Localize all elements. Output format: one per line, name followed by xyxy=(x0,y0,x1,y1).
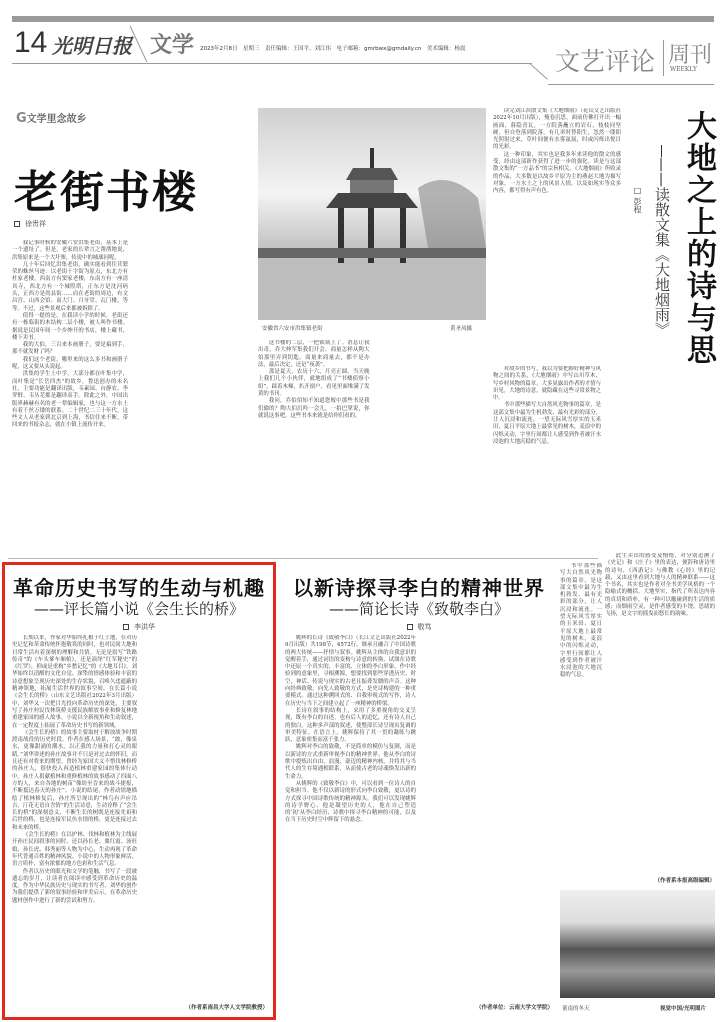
paragraph: 长诗在叙事的结构上，采用了多重视角的交叉呈现，既有李白的自述，也有后人的追忆，还有诗人自己的独白。这种多声部的叙述，使整部长诗呈现出复调的审美特征。在语言上，姚辉保持了其一贯的凝练与跳跃，意象密集而富于张力。 xyxy=(285,707,416,744)
paragraph: 几十年后回忆洪集老街，确实能看到往昔繁荣的蛛丝马迹：以老街十字街为原点，东北方有杜家老楼，西南方有窦家老楼，东南方有一座清真寺，西北方有一个城隍塔，正东方是沈河码头，正西方是尚县街……而在老街的周边，有文昌宫、山西会馆、南大门、月牙堂、瓦门楼，等等。不过，这些景观后来都被拆除了。 xyxy=(12,261,128,312)
article-title: 老街书楼 xyxy=(14,167,198,218)
byline-box-icon xyxy=(407,624,413,630)
column-g-icon: G xyxy=(16,111,27,126)
bridge-body xyxy=(12,635,268,999)
section-divider xyxy=(8,558,598,559)
column-tag: G文学里念故乡 xyxy=(16,111,87,126)
review-subtitle: ——读散文集《大地烟雨》 xyxy=(653,157,671,337)
review-author-note: （作者系本报高级编辑） xyxy=(654,878,715,884)
paragraph: 我问，乔伯伯知不知道您嫁中那些书是我们偷的？陶大伯沉吟一会儿，一拍巴掌说，你就说这事吧，这些书本来就是给你们看的。 xyxy=(258,398,370,419)
review-body-side xyxy=(560,563,602,883)
header-rule-slant xyxy=(529,63,548,80)
winter-credit: 视觉中国/光明图片 xyxy=(660,1006,707,1012)
photo-credit: 黄圣凤摄 xyxy=(450,326,473,332)
pavilion-illustration xyxy=(258,108,486,320)
libai-author-note: （作者单位：云南大学文学院） xyxy=(475,1005,553,1011)
paragraph: 这书楼的二层，一把锁锁上了。消息让我出奇，乔大伸军集我们开会，商量怎样从陶大伯那里弄到钥匙。商量来商量去，都不是办法，最后决定，还是“夜袭”。 xyxy=(258,340,370,368)
paragraph: 从姚辉的《致敬李白》中，可以看到一位诗人的自觉和担当。他不仅以新诗的形式向李白致敬，更以诗的方式探寻中国诗歌传统的精神源头。我们可以发现姚辉的诗学野心，他是凝望历史的人，他在自己塑造的‘初’从李白经历、诗歌中探寻李白精神的可能，以及在当下历史时空中辉留下的悬念。 xyxy=(285,780,416,824)
paragraph: 书中那些描写大自然风光物事的篇章，是这部文集中最为生机勃发、最有光彩的部分，让人沉浸和流连。一望无际风雪厚实的玉米田，夏日平原大地上最常见的树木，麦浪中的闪烁灵动，字里行间都让人感受到作者被汗水浸泡的大地沉稳的气息。 xyxy=(560,563,602,679)
paragraph: 长期以来，作家对华始终扎根于红土地，在对历史记忆和革命传统怀抱敬畏的同时，也对民间大地和日常生活有着深刻的理解和共情。无论是叙写“铁路传奇”的《车头爹车厢娘》，还是演绎“红军秘史”的《红罗》，抑或是重构“乡愁记忆”的《大地耳目》，刘华始终以清醒的文化自觉、深挚的情感体验和丰富的诗意想象呈现历史深处的生存状貌，召唤久违遮蔽的精神领地，拓展生活世界的叙事空间。在长篇小说《会生长的桥》（山东文艺出版社2022年3月出版）中，刘华又一次把目光投向革命历史的深处，主要叙写了孙庄村民伐林筑桥支援民族解放事业和修复林地重建家园的感人故事。小说以全新视角和生动叙述，在一定程度上拓展了革命历史书写的新领域。 xyxy=(12,635,137,729)
review-body-end xyxy=(605,553,715,875)
article-body-continued xyxy=(258,340,487,555)
bridge-byline: 李洪华 xyxy=(6,622,272,632)
review-body xyxy=(493,108,621,348)
winter-caption: 董南的冬天 xyxy=(562,1006,590,1012)
header-rule xyxy=(12,63,532,64)
byline-box-icon xyxy=(123,624,129,630)
byline-box-icon xyxy=(14,221,20,227)
review-body-continued xyxy=(493,366,715,550)
top-rule xyxy=(12,16,714,22)
header-divider xyxy=(130,26,148,63)
article-body xyxy=(12,240,250,555)
byline-box-icon: □ xyxy=(633,186,642,195)
paragraph: 洪集的学生上中学，大部分都在叶集中学，而叶集是“长岳四杰”的故乡，鲁迅创办的未名社，主要功能是翻译出版，韦素园、台静农、李霁野、韦丛芜都是翻译高手。除此之外，中国出版界赫赫有名的老一辈编辑家，也与这一方水土有着千丝万缕的联系。二十世纪二三十年代，这些文人从老家到北京到上海，书信往来不断，带回来的书报杂志，就在小镇上流传开来。 xyxy=(12,371,128,429)
weekly-label-en: WEEKLY xyxy=(670,66,697,73)
paragraph: 对故乡的书写，我以为要把握好精神与风物之间的关系，《大地烟雨》中写山川草木、写乡村风物的篇章，大多显露出作者的才情与识见。大地的诗意，就隐藏在这些寻常景物之中。 xyxy=(493,366,601,402)
header-rule-right xyxy=(548,84,714,85)
title-dash xyxy=(661,145,662,157)
paragraph: 《会生长的桥》的故事主要取材于解放战争时期渡南战役的历史时段。作者在感人场景，“敢，像泉水，更像甜涌的潮水，以正我的力量和打心灵的眼睛。”刘华讲述的孙庄故事并不只是对过去的怀旧，而且还有对将来的期望。曾经为家国大义不惜伐林修桥的孙庄人，很快投入再造植林重建家园的集体行动中。孙庄人捐献植林和重修植林的故事感动了四面八方的人，来自各地的树苗“像纷至沓来的战斗捷报，不断抵达春天的孙庄”。小说的结尾，作者动情地描绘了植林修复后，孙庄所呈现出的“林鸟有声应吊吉，汀花无语自含情”的生活诗意，生动诠释了“会生长的桥”的深刻意义，不断生长的树既是连接先祖和后世的桥，也是连接军民鱼水情的桥，更是连接过去和未来的桥。 xyxy=(12,729,137,831)
libai-byline: 敬笃 xyxy=(282,622,556,632)
page-number: 14 xyxy=(14,26,48,59)
paragraph: 《会生长的桥》在以护林、伐林和植林为主线展开孙庄民间叙事的同时，还以孙长老、粟红霞、汤旺娘、孙长虎、韩秀丽等人物为中心，生动再现了革命年代普通百姓的精神风貌。小说中的人物形象鲜活，语言质朴，富有浓郁的地方色彩和生活气息。 xyxy=(12,832,137,868)
review-byline: □ 彭程 xyxy=(633,186,642,214)
paragraph: 我记事时候的安徽六安洪集老街，基本上是一个遗址了。但是，老家的长辈言之凿凿地说，洪集原来是一个大圩寨，传说中的城廓同呢。 xyxy=(12,240,128,261)
bridge-title: 革命历史书写的生动与机趣 xyxy=(13,576,265,600)
photo-old-street xyxy=(258,108,486,320)
weekly-brand: 文艺评论 xyxy=(555,47,656,76)
paragraph: 姚辉的长诗《致敬李白》（长江文艺出版社2022年9月出版）共198节，4572行，继承且融合了中国诗歌的两大传统——抒情与叙事。姚辉从主体的自我意识的觉醒着手，通过词语的变构与诗意的转换，试图在诗歌中还原一个真实的、丰富的、立体的李白形象。作中经验到的意象里，寻根溯源，想要找到那些穿透历史、时空、神话、传说与现实的古老且振聋发聩的声音。这种向经典致敬、向先人致敬的方式，是史诗构建的一种重要模式。通过这种溯回式的、自我审视式的写作，诗人在历史与当下之间建立起了一座精神的桥梁。 xyxy=(285,635,416,707)
article-byline: 徐贵祥 xyxy=(14,219,46,229)
brand-divider xyxy=(663,40,664,76)
photo-winter xyxy=(560,890,715,998)
paragraph: 我的大伯，三百来本画册子，要是搞到手，那不就发财了吗？ xyxy=(12,342,128,356)
header-meta: 2023年2月8日 星期三 责任编辑：王国平、刘江伟 电子邮箱：gmrbwx@gmdaily.cn 美术编辑：杨震 xyxy=(200,46,466,52)
libai-body xyxy=(285,635,553,999)
weekly-label: 周刊 xyxy=(668,43,713,68)
bridge-author-note: （作者系南昌大学人文学院教授） xyxy=(185,1005,268,1011)
paragraph: 作者以历史的眼光和文学的笔触，书写了一段被遗忘的岁月，让读者在阅读中感受到革命历史的温度。作为中华民族历史与现实的书写者，刘华的创作为我们提供了新的叙事经验和审美启示，在革命历史题材创作中进行了新的尝试和努力。 xyxy=(12,868,137,904)
section-name: 文学 xyxy=(150,33,195,58)
review-title: 大地之上的诗与思 xyxy=(681,110,716,366)
libai-subtitle: ——简论长诗《致敬李白》 xyxy=(328,600,509,618)
paragraph: 读完刘江滨散文集《大地烟雨》（花山文艺出版社2022年10月出版），掩卷沉思，面前仿佛打开出一幅画面，暮隐青瓦，一方院落矗立的岩石，枝枝同坚硬，但自登落到院落，有几率时替阳生，忽然一缕阳光照射过来，草叶间便有水雾氤氲，时或闪烁出悦目的光彩。 xyxy=(493,108,621,151)
paragraph: 这一种印象，其实也是我多年来读他的散文的感受，经由这部新作获得了进一步的强化。读是与这部散文集的“一方品书”的宗旨相关，《大地烟雨》所收录的作品，大多数是以故乡平原为主的燕赵大地为描写对象，一方水土之上的风景人情，以及如现实等众多内容，都写得有声有色。 xyxy=(493,151,621,195)
paragraph: 书中那些描写大自然风光物事的篇章，是这部文集中最为生机勃发、最有光彩的部分，让人沉浸和流连。一望无际风雪厚实的玉米田，夏日平原大地上最常见的树木，麦浪中的闪烁灵动，字里行间都让人感受到作者被汗水浸泡的大地沉稳的气息。 xyxy=(493,402,601,445)
paragraph: 姚辉对李白的致敬，不是简单的模仿与复制，而是以新诗的方式重新审视李白的精神世界。他从李白的诗歌中提炼出自由、浪漫、豪迈的精神内核，并将其与当代人的生存境遇相联系，从而使古老的诗魂焕发出新的生命力。 xyxy=(285,744,416,780)
paragraph: 此生卖出的感受及懵惰，对分别追溯了《史记》和《庄子》里的表达，便辞和唐诗里的诗句，《西游记》与佛教《心经》里的记载，又由这里看到大地与人的精神联系——这个书名，其实也是作者对全书美学风格的一个隐喻式的概括。大地坚实，指代了所表达内容的真切和质朴，有一种可以触碰到的生活的质感；而烟雨空灵，是作者感受的丰饶、思绪的飞扬，是文字的摇曳而悠长的韵味。 xyxy=(605,553,715,618)
paragraph: 值得一提的是，在我读小学的时候，老街还有一栋临街的木结构二层小楼，被人叫作书楼。据说是民国年间一个乡绅开的书店，楼上藏书，楼下卖书。 xyxy=(12,312,128,341)
photo-caption: 安徽省六安市洪集镇老街 xyxy=(262,326,323,332)
libai-title: 以新诗探寻李白的精神世界 xyxy=(293,576,545,600)
newspaper-logo: 光明日报 xyxy=(52,34,132,58)
paragraph: 那是夏天，农历十六，月亮正圆。当天晚上我们几个小伙伴，就地组成了“书楼侦察小组”，踩着木梯，扒开窗户，看见里面堆满了发黄的书刊。 xyxy=(258,369,370,398)
paragraph: 我们这个老街，哪里来的这么多书和画册子呢，这又要从头说起。 xyxy=(12,356,128,371)
bridge-subtitle: ——评长篇小说《会生长的桥》 xyxy=(33,600,244,618)
